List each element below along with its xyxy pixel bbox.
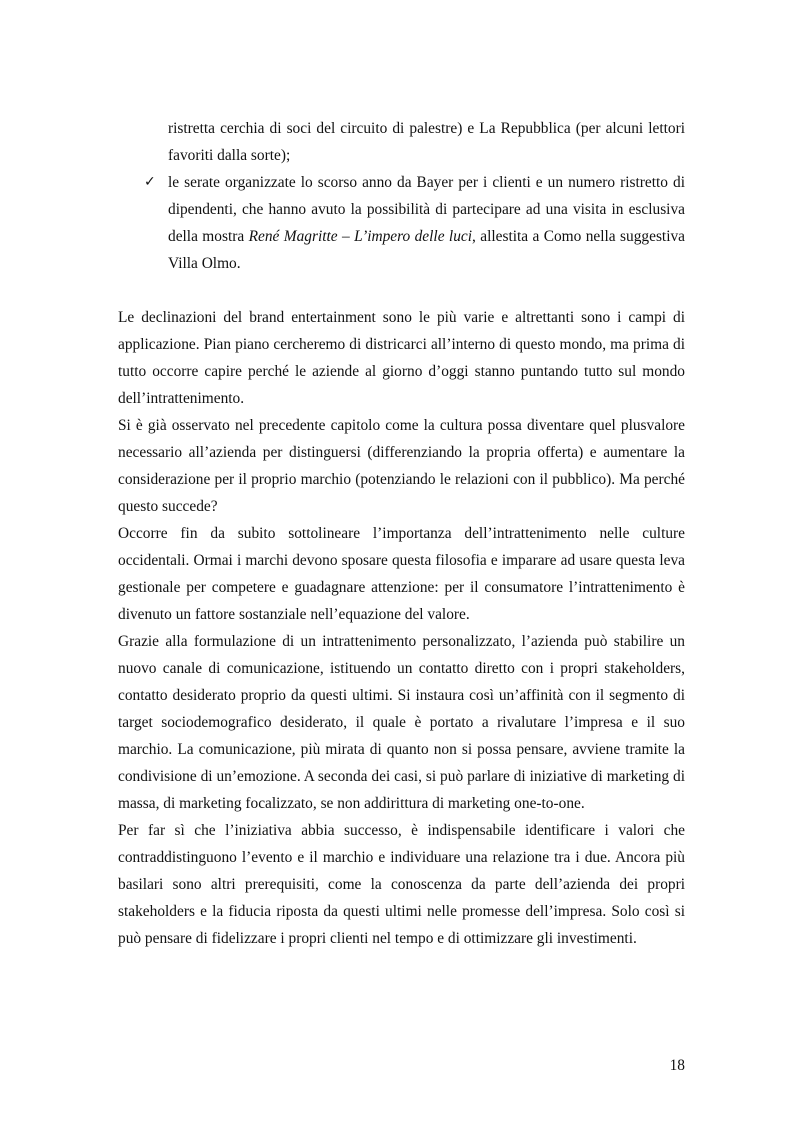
- paragraph-success-conditions: Per far sì che l’iniziativa abbia successo, è indispensabile identificare i valori che contraddistinguono l’evento e il marchio e individuare una relazione tra i due. Ancora più basilari sono altri prerequisiti, come la conoscenza da parte dell’azienda dei propri stakeholders e la fiducia riposta da questi ultimi nelle promesse dell’impresa. Solo così si può pensare di fidelizzare i propri clienti nel tempo e di ottimizzare gli investimenti.: [118, 822, 685, 947]
- list-item-text-before: le serate organizzate lo scorso anno da Bayer per i clienti e un numero ristretto di dipendenti, che hanno avuto la possibilità di partecipare ad una visita in esclusiva della mostra: [168, 174, 685, 245]
- bullet-list: [118, 115, 685, 277]
- paragraph-culture-value: Si è già osservato nel precedente capitolo come la cultura possa diventare quel plusvalore necessario all’azienda per distinguersi (differenziando la propria offerta) e aumentare la considerazione per il proprio marchio (potenziando le relazioni con il pubblico). Ma perché questo succede?: [118, 417, 685, 515]
- page-number: 18: [669, 1057, 685, 1074]
- paragraph-gap: [118, 277, 685, 304]
- exhibition-title: René Magritte – L’impero delle luci: [248, 228, 472, 245]
- list-item-bayer-evenings: [118, 169, 685, 277]
- list-item-text-after: , allestita a Como nella suggestiva Villa Olmo.: [168, 228, 686, 272]
- checkmark-icon: ✓: [144, 174, 156, 190]
- paragraph-entertainment-importance: Occorre fin da subito sottolineare l’importanza dell’intrattenimento nelle culture occidentali. Ormai i marchi devono sposare questa filosofia e imparare ad usare questa leva gestionale per competere e guadagnare attenzione: per il consumatore l’intrattenimento è divenuto un fattore sostanziale nell’equazione del valore.: [118, 525, 685, 623]
- paragraph-brand-entertainment: Le declinazioni del brand entertainment sono le più varie e altrettanti sono i campi di applicazione. Pian piano cercheremo di districarci all’interno di questo mondo, ma prima di tutto occorre capire perché le aziende al giorno d’oggi stanno puntando tutto sul mondo dell’intrattenimento.: [118, 309, 685, 407]
- list-item-continuation-text: ristretta cerchia di soci del circuito di palestre) e La Repubblica (per alcuni lettori favoriti dalla sorte);: [168, 120, 685, 164]
- paragraph-personalized-entertainment: Grazie alla formulazione di un intrattenimento personalizzato, l’azienda può stabilire un nuovo canale di comunicazione, istituendo un contatto diretto con i propri stakeholders, contatto desiderato proprio da questi ultimi. Si instaura così un’affinità con il segmento di target sociodemografico desiderato, il quale è portato a rivalutare l’impresa e il suo marchio. La comunicazione, più mirata di quanto non si possa pensare, avviene tramite la condivisione di un’emozione. A seconda dei casi, si può parlare di iniziative di marketing di massa, di marketing focalizzato, se non addirittura di marketing one-to-one.: [118, 633, 685, 812]
- list-item-continuation: [118, 115, 685, 169]
- document-page: [118, 115, 685, 952]
